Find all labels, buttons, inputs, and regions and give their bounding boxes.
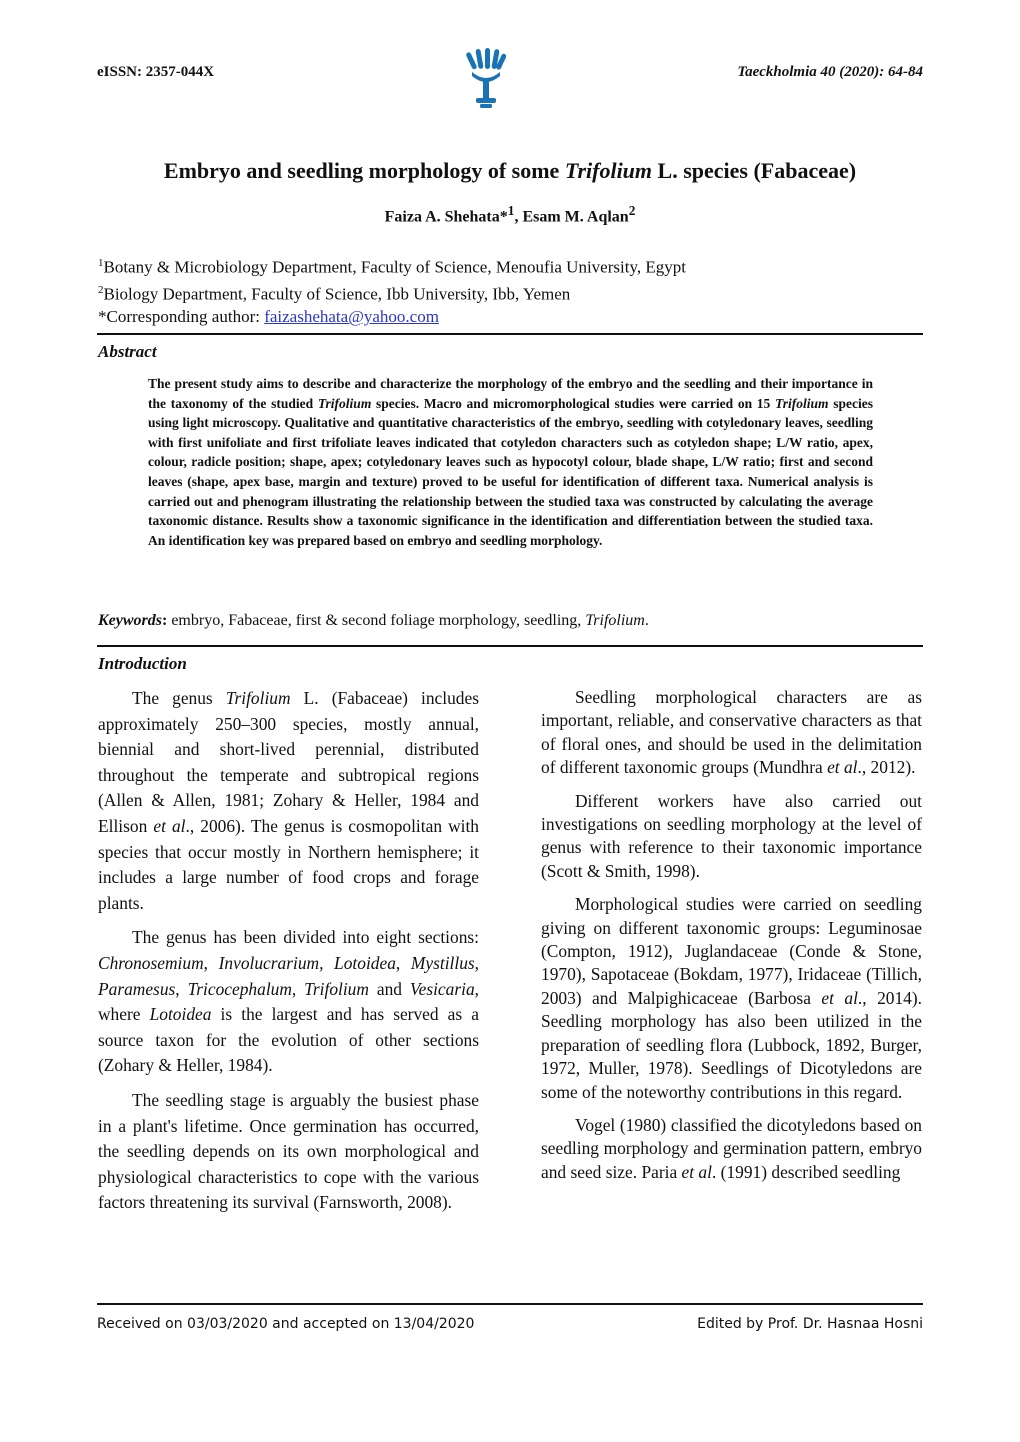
author-1: Faiza A. Shehata* [384, 208, 508, 226]
paragraph: Different workers have also carried out investigations on seedling morphology at the level of genus with reference to their taxonomic importance (Scott & Smith, 1998). [541, 790, 922, 881]
left-column [98, 686, 479, 1225]
issn-label: eISSN: 2357-044X [97, 64, 215, 80]
author-sep: , [514, 208, 523, 226]
author-1-sup: 1 [507, 203, 515, 218]
corresponding-author: *Corresponding author: faizashehata@yahoo.com [98, 307, 439, 327]
editor-credit: Edited by Prof. Dr. Hasnaa Hosni [697, 1316, 923, 1332]
paragraph: Morphological studies were carried on seedling giving on different taxonomic groups: Leguminosae (Compton, 1912), Juglandaceae (Conde & Stone, 1970), Sapotaceae (Bokdam, 1977), Iridaceae (Tillich, 2003) and Malpighicaceae (Barbosa et al., 2014). Seedling morphology has also been utilized in the preparation of seedling flora (Lubbock, 1892, Burger, 1972, Muller, 1978). Seedlings of Dicotyledons are some of the noteworthy contributions in this regard. [541, 894, 922, 1102]
title-genus: Trifolium [564, 158, 653, 183]
title-pre: Embryo and seedling morphology of some [163, 158, 565, 183]
keywords-label: Keywords [98, 612, 162, 629]
paragraph: Seedling morphological characters are as important, reliable, and conservative characters as that of floral ones, and should be used in the delimitation of different taxonomic groups (Mundhra et al., 2012). [541, 687, 922, 778]
paragraph: The seedling stage is arguably the busiest phase in a plant's lifetime. Once germination has occurred, the seedling depends on its own morphological and physiological characteristics to cope with the various factors threatening its survival (Farnsworth, 2008). [98, 1089, 479, 1213]
paragraph: The genus has been divided into eight sections: Chronosemium, Involucrarium, Lotoidea, Mystillus, Paramesus, Tricocephalum, Trifolium and Vesicaria, where Lotoidea is the largest and has served as a source taxon for the evolution of other sections (Zohary & Heller, 1984). [98, 927, 480, 1076]
affiliations [98, 252, 686, 328]
author-list [0, 203, 1020, 226]
affiliation-1: $^1$Botany & Microbiology Department, Faculty of Science, Menoufia University, Egypt [98, 257, 686, 277]
divider [97, 333, 923, 335]
keywords: Keywords: embryo, Fabaceae, first & second foliage morphology, seedling, Trifolium. [98, 612, 649, 629]
footer-divider [97, 1303, 923, 1305]
author-2-sup: 2 [628, 203, 636, 218]
email-link[interactable]: faizashehata@yahoo.com [264, 307, 439, 327]
affiliation-2: $^2$Biology Department, Faculty of Science, Ibb University, Ibb, Yemen [98, 283, 571, 304]
author-2: Esam M. Aqlan [522, 208, 629, 226]
hand-tree-logo [466, 48, 506, 116]
received-date: Received on 03/03/2020 and accepted on 13/04/2020 [97, 1316, 475, 1332]
article-title [0, 158, 1020, 184]
right-column [541, 686, 922, 1194]
introduction-heading: Introduction [98, 654, 187, 673]
journal-citation: Taeckholmia 40 (2020): 64-84 [737, 64, 923, 80]
paragraph: The genus Trifolium L. (Fabaceae) includes approximately 250–300 species, mostly annual, biennial and short-lived perennial, distributed throughout the temperate and subtropical regions (Allen & Allen, 1981; Zohary & Heller, 1984 and Ellison et al., 2006). The genus is cosmopolitan with species that occur mostly in Northern hemisphere; it includes a large number of food crops and forage plants. [98, 688, 479, 913]
title-post: L. species (Fabaceae) [652, 158, 857, 183]
paragraph: Vogel (1980) classified the dicotyledons based on seedling morphology and germination pattern, embryo and seed size. Paria et al. (1991) described seedling [541, 1114, 922, 1182]
abstract-heading: Abstract [98, 342, 157, 361]
divider [97, 645, 923, 647]
abstract-text: The present study aims to describe and characterize the morphology of the embryo and the seedling and their importance in the taxonomy of the studied Trifolium species. Macro and micromorphological studies were carried on 15 Trifolium species using light microscopy. Qualitative and quantitative characteristics of the embryo, seedling with cotyledonary leaves, seedling with first unifoliate and first trifoliate leaves indicated that cotyledon characters such as cotyledon shape; L/W ratio, apex, colour, radicle position; shape, apex; cotyledonary leaves such as hypocotyl colour, blade shape, L/W ratio; first and second leaves (shape, apex base, margin and texture) proved to be useful for identification of different taxa. Numerical analysis is carried out and phenogram illustrating the relationship between the studied taxa was constructed by calculating the average taxonomic distance. Results show a taxonomic significance in the identification and differentiation between the studied taxa. An identification key was prepared based on embryo and seedling morphology. [148, 376, 873, 548]
